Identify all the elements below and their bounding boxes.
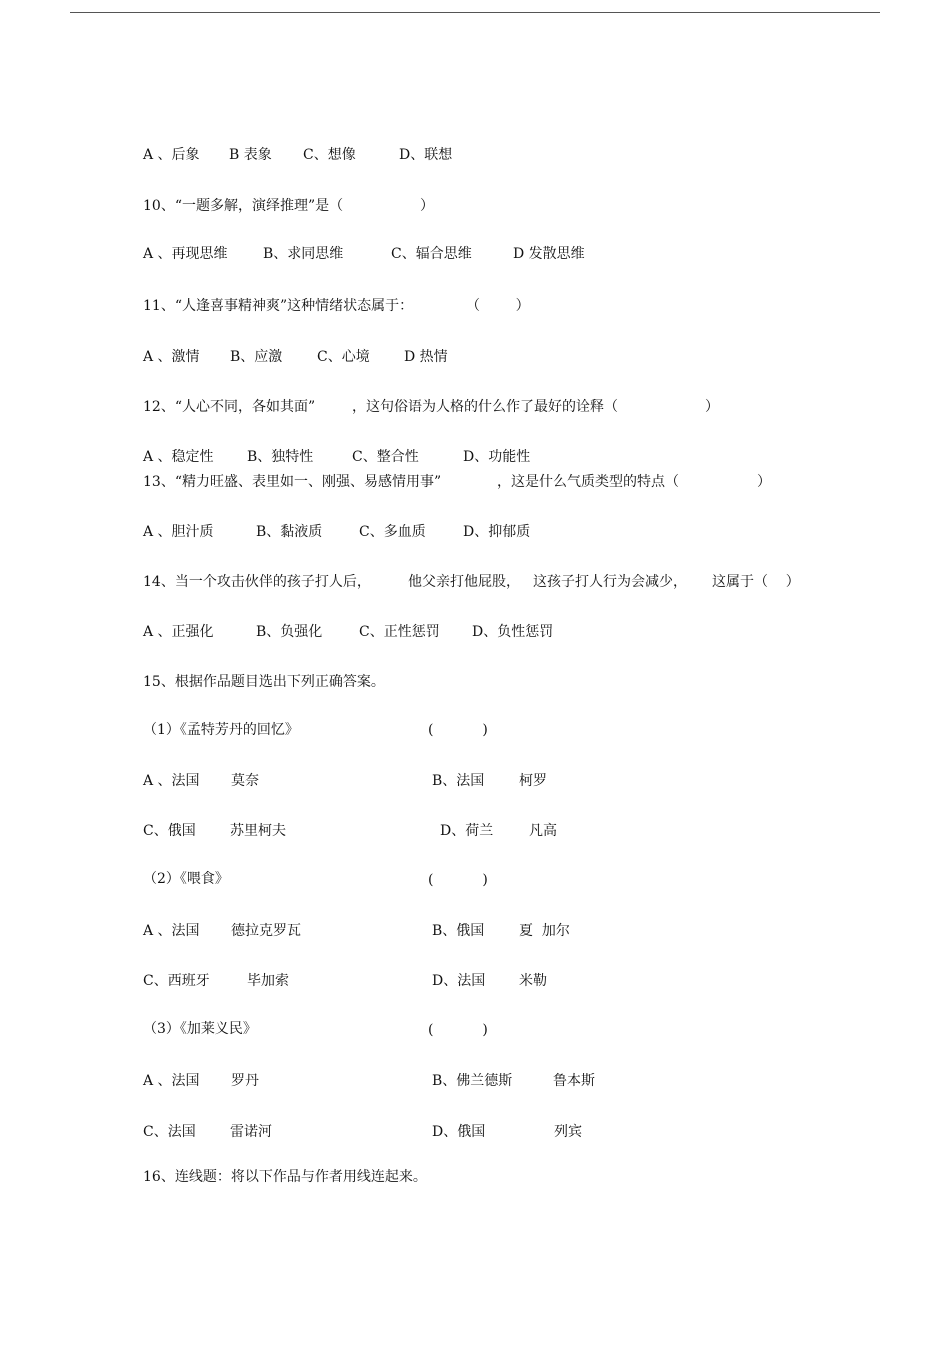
q10-option-d: D 发散思维 [513,246,585,262]
q14-stem-part3: 这孩子打人行为会减少， [533,574,687,590]
q12-option-c: C、整合性 [352,449,419,465]
q15-3-option-d-country: D、俄国 [432,1124,486,1140]
q12-stem-continued: ，这句俗语为人格的什么作了最好的诠释（ [352,399,618,415]
q15-2-option-a-artist: 德拉克罗瓦 [231,923,301,939]
q14-option-c: C、正性惩罚 [359,624,440,640]
q15-1-option-d-artist: 凡高 [529,823,557,839]
q9-option-a: A 、后象 [143,147,200,163]
q10-stem: 10、“一题多解，演绎推理”是（ [143,198,344,214]
q15-3-option-c-artist: 雷诺河 [230,1124,272,1140]
q15-1-option-b-country: B、法国 [432,773,485,789]
q14-option-b: B、负强化 [256,624,323,640]
q10-paren-close: ） [420,198,434,214]
q15-3-option-a-country: A 、法国 [143,1073,200,1089]
header-rule [70,12,880,13]
q13-stem-continued: ，这是什么气质类型的特点（ [497,474,679,490]
q11-option-d: D 热情 [404,349,448,365]
q15-2-option-a-country: A 、法国 [143,923,200,939]
q15-1-option-d-country: D、荷兰 [440,823,494,839]
q15-3-option-d-artist: 列宾 [554,1124,582,1140]
q15-3-option-b-country: B、佛兰德斯 [432,1073,513,1089]
q15-3-paren: ( ) [428,1022,488,1038]
q15-3-title: （3）《加莱义民》 [143,1021,257,1037]
q14-stem-part4: 这属于（ ） [712,574,800,590]
q12-option-b: B、独特性 [247,449,314,465]
q15-1-option-c-country: C、俄国 [143,823,196,839]
q10-option-c: C、辐合思维 [391,246,472,262]
q15-1-option-a-artist: 莫奈 [231,773,259,789]
q11-stem: 11、“人逢喜事精神爽”这种情绪状态属于： [143,298,414,314]
q13-option-b: B、黏液质 [256,524,323,540]
q12-stem: 12、“人心不同，各如其面” [143,399,316,415]
q15-2-option-d-country: D、法国 [432,973,486,989]
q9-option-c: C、想像 [303,147,356,163]
q14-option-d: D、负性惩罚 [472,624,554,640]
q11-option-b: B、应激 [230,349,283,365]
q15-2-title: （2）《喂食》 [143,871,229,887]
q13-option-d: D、抑郁质 [463,524,531,540]
q9-option-d: D、联想 [399,147,453,163]
q11-paren: （ ） [466,298,530,314]
q15-2-option-c-artist: 毕加索 [247,973,289,989]
q15-2-paren: ( ) [428,872,488,888]
q14-stem-part2: 他父亲打他屁股， [408,574,520,590]
q9-option-b: B 表象 [229,147,272,163]
q15-2-option-d-artist: 米勒 [519,973,547,989]
q13-paren-close: ） [757,474,771,490]
q12-option-a: A 、稳定性 [143,449,214,465]
q15-1-paren: ( ) [428,722,488,738]
q11-option-c: C、心境 [317,349,370,365]
q13-option-a: A 、胆汁质 [143,524,214,540]
q15-1-option-b-artist: 柯罗 [519,773,547,789]
q15-2-option-c-country: C、西班牙 [143,973,210,989]
q11-option-a: A 、激情 [143,349,200,365]
q16-stem: 16、连线题：将以下作品与作者用线连起来。 [143,1169,427,1185]
q15-stem: 15、根据作品题目选出下列正确答案。 [143,674,385,690]
q10-option-a: A 、再现思维 [143,246,228,262]
q14-option-a: A 、正强化 [143,624,214,640]
q15-1-option-a-country: A 、法国 [143,773,200,789]
q15-1-option-c-artist: 苏里柯夫 [230,823,286,839]
q10-option-b: B、求同思维 [263,246,344,262]
q15-3-option-c-country: C、法国 [143,1124,196,1140]
q15-2-option-b-country: B、俄国 [432,923,485,939]
q15-3-option-a-artist: 罗丹 [231,1073,259,1089]
q12-option-d: D、功能性 [463,449,531,465]
q14-stem-part1: 14、当一个攻击伙伴的孩子打人后， [143,574,371,590]
q15-2-option-b-artist: 夏 加尔 [519,923,570,939]
q15-3-option-b-artist: 鲁本斯 [553,1073,595,1089]
q13-option-c: C、多血质 [359,524,426,540]
q12-paren-close: ） [705,399,719,415]
q13-stem: 13、“精力旺盛、表里如一、刚强、易感情用事” [143,474,442,490]
q15-1-title: （1）《孟特芳丹的回忆》 [143,722,299,738]
